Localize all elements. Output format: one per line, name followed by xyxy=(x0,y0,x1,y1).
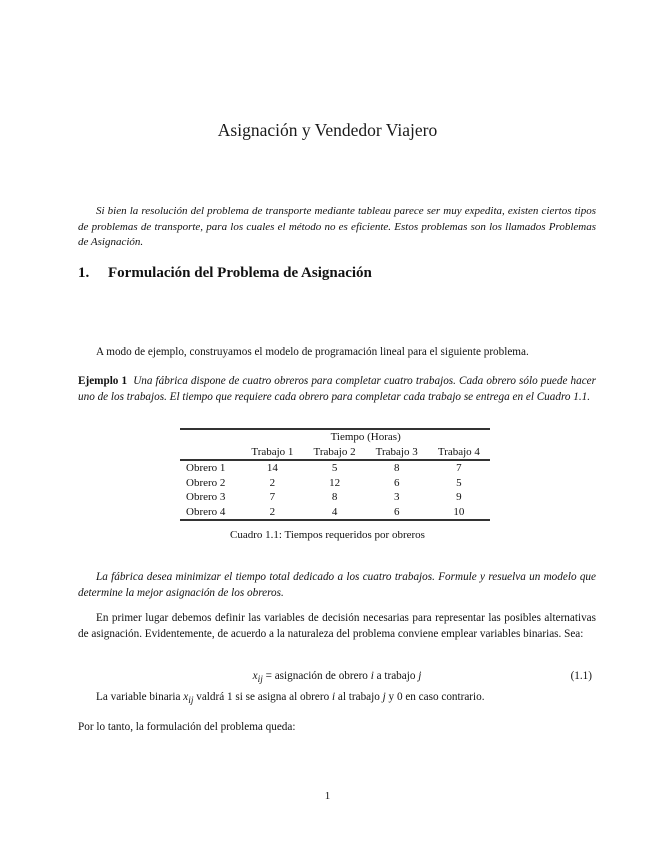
conclusion-paragraph: Por lo tanto, la formulación del problema queda: xyxy=(78,721,296,733)
table-row xyxy=(180,490,490,505)
math-var: j xyxy=(382,691,386,703)
math-var: i xyxy=(332,691,336,703)
table-cell: 3 xyxy=(393,491,400,504)
example-label: Ejemplo 1 xyxy=(78,375,128,387)
math-subscript: ij xyxy=(188,696,194,707)
column-header: Trabajo 1 xyxy=(251,445,294,458)
row-label: Obrero 4 xyxy=(186,505,226,518)
table-cell: 7 xyxy=(456,462,462,475)
table-header-row xyxy=(180,445,490,461)
table-cell: 12 xyxy=(329,476,341,489)
table-caption: Cuadro 1.1: Tiempos requeridos por obreros xyxy=(230,529,425,541)
row-label: Obrero 2 xyxy=(186,476,226,489)
section-number: 1. xyxy=(78,265,90,281)
document-title: Asignación y Vendedor Viajero xyxy=(217,120,438,140)
example-block xyxy=(78,374,596,405)
abstract: Si bien la resolución del problema de transporte mediante tableau parece ser muy expedita, existen ciertos tipos de problemas de transporte, para los cuales el método no es eficiente. Estos problemas son los llamados Problemas de Asignación. xyxy=(78,205,596,248)
table-cell: 6 xyxy=(393,476,400,489)
paragraph-text: valdrá 1 si se asigna al obrero xyxy=(193,691,332,703)
table-cell: 6 xyxy=(393,505,400,518)
section-heading xyxy=(78,265,598,282)
column-header: Trabajo 2 xyxy=(313,445,356,458)
table-cell: 5 xyxy=(331,462,338,475)
example-text: Una fábrica dispone de cuatro obreros para completar cuatro trabajos. Cada obrero sólo puede hacer uno de los trabajos. El tiempo que requiere cada obrero para completar cada trabajo se entrega en el Cuadro 1.1. xyxy=(78,375,596,403)
table-row xyxy=(180,476,490,491)
table-cell: 10 xyxy=(453,505,465,518)
math-subscript: ij xyxy=(257,675,263,686)
math-var: j xyxy=(418,670,422,682)
equation-text: a trabajo xyxy=(373,670,419,682)
binary-paragraph xyxy=(78,690,596,710)
paragraph-text: al trabajo xyxy=(335,691,383,703)
table-group-header: Tiempo (Horas) xyxy=(330,431,401,444)
table-group-header-row xyxy=(180,429,490,445)
table-cell: 2 xyxy=(269,505,276,518)
paragraph-text: La variable binaria xyxy=(96,691,184,703)
row-label: Obrero 1 xyxy=(186,462,226,475)
table-cell: 5 xyxy=(456,476,462,489)
table-cell: 9 xyxy=(456,491,462,504)
table-row xyxy=(180,505,490,521)
table-cell: 2 xyxy=(269,476,276,489)
equation-number: (1.1) xyxy=(570,670,592,682)
column-header: Trabajo 4 xyxy=(437,445,480,458)
table-cell: 7 xyxy=(269,491,276,504)
math-var: i xyxy=(370,670,374,682)
math-var: x xyxy=(183,691,189,703)
table-cell: 14 xyxy=(266,462,278,475)
table-cell: 8 xyxy=(331,491,338,504)
math-var: x xyxy=(252,670,258,682)
column-header: Trabajo 3 xyxy=(375,445,418,458)
equation-text: = asignación de obrero xyxy=(262,670,371,682)
section-title: Formulación del Problema de Asignación xyxy=(108,265,372,281)
equation-body xyxy=(78,670,596,685)
page-number: 1 xyxy=(324,790,331,802)
goal-paragraph: La fábrica desea minimizar el tiempo total dedicado a los cuatro trabajos. Formule y resuelva un modelo que determine la mejor asignación de los obreros. xyxy=(78,571,596,599)
table-row xyxy=(180,460,490,476)
table-cell: 4 xyxy=(331,505,338,518)
row-label: Obrero 3 xyxy=(186,491,226,504)
paragraph-text: y 0 en caso contrario. xyxy=(385,691,485,703)
variables-paragraph: En primer lugar debemos definir las variables de decisión necesarias para representar las posibles alternativas de asignación. Evidentemente, de acuerdo a la naturaleza del problema conviene emplear variables binarias. Sea: xyxy=(78,612,596,640)
times-table xyxy=(180,428,490,521)
table-cell: 8 xyxy=(393,462,400,475)
intro-paragraph: A modo de ejemplo, construyamos el modelo de programación lineal para el siguiente problema. xyxy=(96,346,529,358)
equation xyxy=(78,670,596,686)
